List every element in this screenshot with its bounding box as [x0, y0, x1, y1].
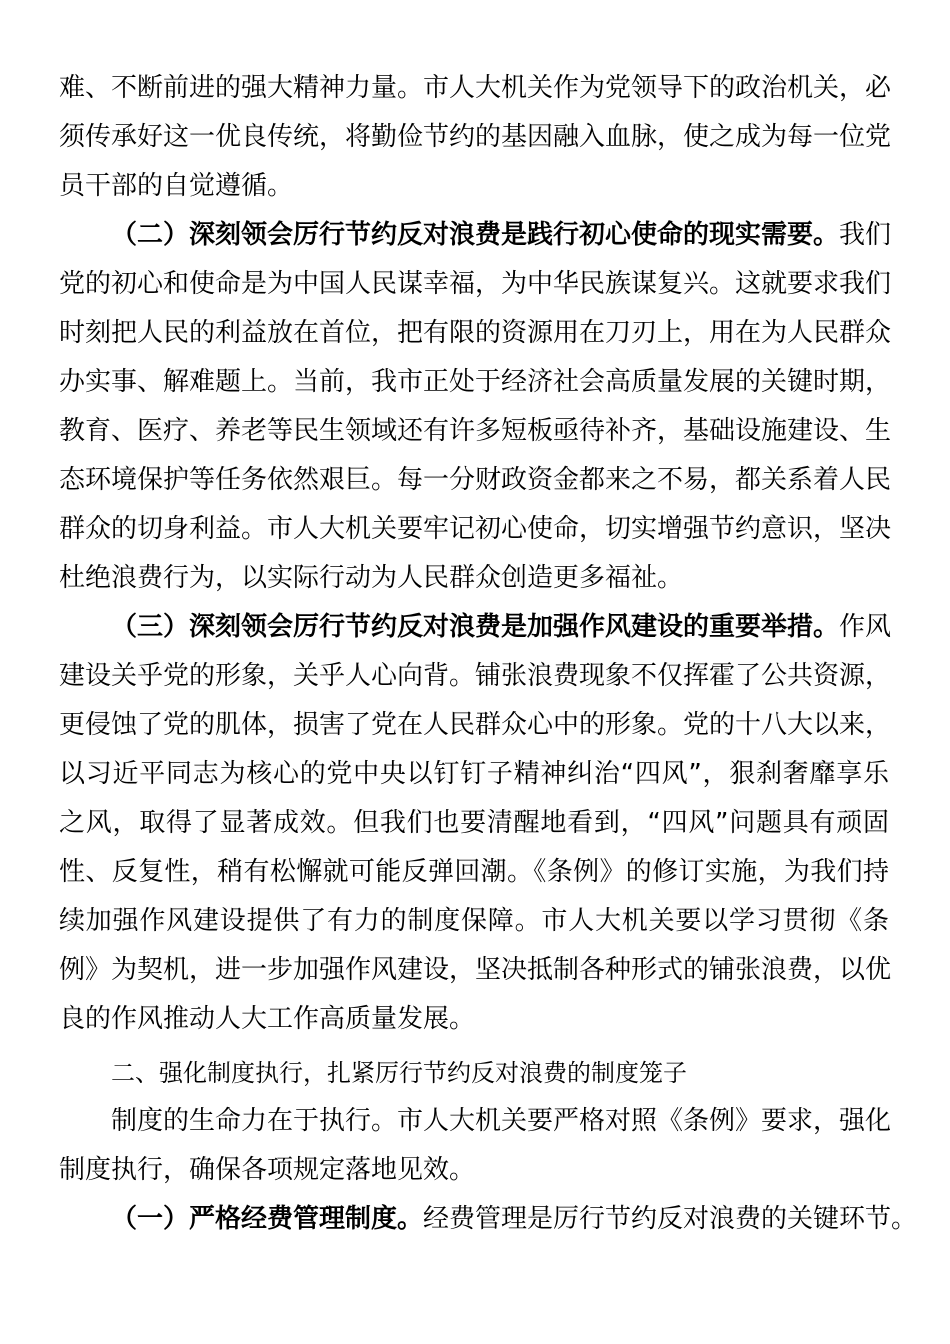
paragraph-line: 更侵蚀了党的肌体，损害了党在人民群众心中的形象。党的十八大以来， [59, 710, 892, 740]
paragraph-line: 杜绝浪费行为，以实际行动为人民群众创造更多福祉。 [59, 563, 684, 593]
section-heading-bold: （三）深刻领会厉行节约反对浪费是加强作风建设的重要举措。 [111, 612, 840, 642]
paragraph-line: 之风，取得了显著成效。但我们也要清醒地看到，“四风”问题具有顽固 [59, 808, 889, 838]
section-heading-bold: （二）深刻领会厉行节约反对浪费是践行初心使命的现实需要。 [111, 220, 840, 250]
section-heading-rest: 我们 [839, 220, 892, 250]
paragraph-line: 难、不断前进的强大精神力量。市人大机关作为党领导下的政治机关，必 [59, 73, 892, 103]
paragraph-line: 建设关乎党的形象，关乎人心向背。铺张浪费现象不仅挥霍了公共资源， [59, 661, 892, 691]
section-heading-bold: （一）严格经费管理制度。 [111, 1204, 424, 1234]
chapter-heading: 二、强化制度执行，扎紧厉行节约反对浪费的制度笼子 [111, 1059, 687, 1087]
paragraph-line: 例》为契机，进一步加强作风建设，坚决抵制各种形式的铺张浪费，以优 [59, 955, 892, 985]
paragraph-line: 办实事、解难题上。当前，我市正处于经济社会高质量发展的关键时期， [59, 367, 892, 397]
paragraph-line: 须传承好这一优良传统，将勤俭节约的基因融入血脉，使之成为每一位党 [59, 122, 892, 152]
section-heading-rest: 作风 [839, 612, 892, 642]
paragraph-line: 态环境保护等任务依然艰巨。每一分财政资金都来之不易，都关系着人民 [59, 465, 892, 495]
section-heading-line [59, 1199, 918, 1239]
paragraph-line: 制度的生命力在于执行。市人大机关要严格对照《条例》要求，强化 [111, 1106, 892, 1136]
section-heading-line [59, 607, 892, 647]
paragraph-line: 教育、医疗、养老等民生领域还有许多短板亟待补齐，基础设施建设、生 [59, 416, 892, 446]
paragraph-line: 群众的切身利益。市人大机关要牢记初心使命，切实增强节约意识，坚决 [59, 514, 892, 544]
section-heading-rest: 经费管理是厉行节约反对浪费的关键环节。 [423, 1204, 918, 1234]
paragraph-line: 以习近平同志为核心的党中央以钉钉子精神纠治“四风”，狠刹奢靡享乐 [59, 759, 889, 789]
section-heading-line [59, 215, 892, 255]
paragraph-line: 良的作风推动人大工作高质量发展。 [59, 1004, 476, 1034]
paragraph-line: 员干部的自觉遵循。 [59, 171, 294, 201]
paragraph-line: 制度执行，确保各项规定落地见效。 [59, 1155, 476, 1185]
paragraph-line: 性、反复性，稍有松懈就可能反弹回潮。《条例》的修订实施，为我们持 [59, 857, 889, 887]
paragraph-line: 时刻把人民的利益放在首位，把有限的资源用在刀刃上，用在为人民群众 [59, 318, 892, 348]
paragraph-line: 党的初心和使命是为中国人民谋幸福，为中华民族谋复兴。这就要求我们 [59, 269, 892, 299]
paragraph-line: 续加强作风建设提供了有力的制度保障。市人大机关要以学习贯彻《条 [59, 906, 889, 936]
